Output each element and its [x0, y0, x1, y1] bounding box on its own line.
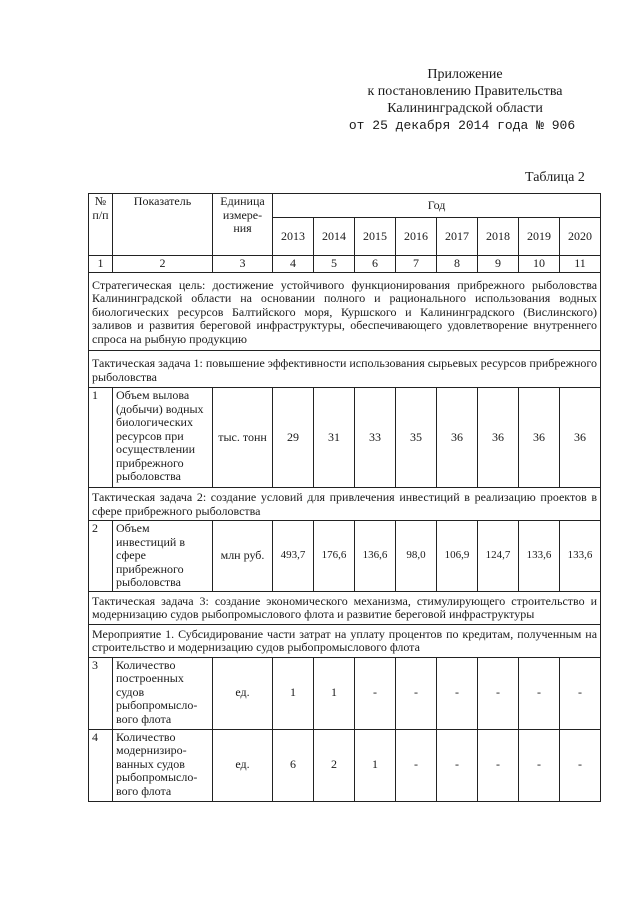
- col-num: 3: [213, 256, 273, 273]
- value-2019: 133,6: [519, 521, 560, 592]
- row-no: 1: [89, 388, 113, 488]
- col-num: 8: [437, 256, 478, 273]
- resolution-label: к постановлению Правительства: [367, 84, 563, 99]
- value-2018: -: [478, 657, 519, 729]
- value-2017: -: [437, 657, 478, 729]
- row-no: 4: [89, 729, 113, 801]
- measure-1-row: [89, 624, 601, 657]
- col-num: 9: [478, 256, 519, 273]
- task-1: Тактическая задача 1: повышение эффективности использования сырьевых ресурсов прибрежного рыболовства: [89, 351, 601, 388]
- row-unit: ед.: [213, 729, 273, 801]
- value-2016: 35: [396, 388, 437, 488]
- value-2013: 493,7: [273, 521, 314, 592]
- col-num: 11: [560, 256, 601, 273]
- order-number-label: №: [536, 118, 544, 133]
- col-num: 1: [89, 256, 113, 273]
- row-unit: млн руб.: [213, 521, 273, 592]
- task-2: Тактическая задача 2: создание условий для привлечения инвестиций в реализацию проектов в сфере прибрежного рыболовства: [89, 488, 601, 521]
- value-2020: 36: [560, 388, 601, 488]
- year-2019: 2019: [519, 218, 560, 256]
- value-2017: 106,9: [437, 521, 478, 592]
- table-title: Таблица 2: [525, 170, 585, 185]
- year-2020: 2020: [560, 218, 601, 256]
- measure-1: Мероприятие 1. Субсидирование части затрат на уплату процентов по кредитам, полученным на строительство и модернизацию судов рыбопромыслового флота: [89, 624, 601, 657]
- table-row: [89, 388, 601, 488]
- value-2018: -: [478, 729, 519, 801]
- appendix-label: Приложение: [427, 67, 503, 82]
- order-reference: [312, 117, 612, 134]
- task-2-row: [89, 488, 601, 521]
- row-indicator: Объем вылова (добычи) водных биологических ресурсов при осуществлении прибрежного рыболовства: [113, 388, 213, 488]
- table-row: [89, 729, 601, 801]
- value-2013: 29: [273, 388, 314, 488]
- header-unit: Единица измере-ния: [213, 194, 273, 256]
- value-2019: 36: [519, 388, 560, 488]
- value-2015: 33: [355, 388, 396, 488]
- col-num: 2: [113, 256, 213, 273]
- value-2014: 2: [314, 729, 355, 801]
- strategic-goal: Стратегическая цель: достижение устойчивого функционирования прибрежного рыболовства Калининградской области на основании полного и рационального использования водных биологических ресурсов Балтийского моря, Куршского и Калининградского (Вислинского) заливов и развития береговой инфраструктуры, обеспечивающего удовлетворение внутреннего спроса на рыбную продукцию: [89, 272, 601, 351]
- value-2020: -: [560, 657, 601, 729]
- header-year: Год: [273, 194, 601, 218]
- row-indicator: Объем инвестиций в сфере прибрежного рыболовства: [113, 521, 213, 592]
- table-row: [89, 521, 601, 592]
- strategic-goal-row: [89, 272, 601, 351]
- row-unit: тыс. тонн: [213, 388, 273, 488]
- order-date: 25 декабря 2014 года: [372, 118, 529, 133]
- year-2018: 2018: [478, 218, 519, 256]
- table-header-row: [89, 194, 601, 218]
- value-2016: -: [396, 729, 437, 801]
- row-unit: ед.: [213, 657, 273, 729]
- col-num: 7: [396, 256, 437, 273]
- value-2018: 36: [478, 388, 519, 488]
- row-no: 3: [89, 657, 113, 729]
- value-2016: -: [396, 657, 437, 729]
- task-1-row: [89, 351, 601, 388]
- value-2018: 124,7: [478, 521, 519, 592]
- value-2019: -: [519, 729, 560, 801]
- value-2016: 98,0: [396, 521, 437, 592]
- order-prefix: от: [348, 118, 365, 133]
- indicators-table: [88, 193, 601, 802]
- document-header: [330, 66, 600, 133]
- value-2014: 1: [314, 657, 355, 729]
- value-2017: 36: [437, 388, 478, 488]
- col-num: 10: [519, 256, 560, 273]
- col-num: 5: [314, 256, 355, 273]
- row-indicator: Количество модернизиро-ванных судов рыбопромысло-вого флота: [113, 729, 213, 801]
- row-indicator: Количество построенных судов рыбопромысло-вого флота: [113, 657, 213, 729]
- value-2020: -: [560, 729, 601, 801]
- column-numbers-row: [89, 256, 601, 273]
- task-3: Тактическая задача 3: создание экономического механизма, стимулирующего строительство и модернизацию судов рыбопромыслового флота и развитие береговой инфраструктуры: [89, 591, 601, 624]
- order-number: 906: [551, 118, 576, 133]
- col-num: 6: [355, 256, 396, 273]
- value-2014: 176,6: [314, 521, 355, 592]
- value-2015: -: [355, 657, 396, 729]
- year-2015: 2015: [355, 218, 396, 256]
- value-2019: -: [519, 657, 560, 729]
- year-2016: 2016: [396, 218, 437, 256]
- region-label: Калининградской области: [387, 101, 543, 116]
- value-2013: 1: [273, 657, 314, 729]
- task-3-row: [89, 591, 601, 624]
- value-2014: 31: [314, 388, 355, 488]
- table-row: [89, 657, 601, 729]
- col-num: 4: [273, 256, 314, 273]
- year-2017: 2017: [437, 218, 478, 256]
- header-no: № п/п: [89, 194, 113, 256]
- row-no: 2: [89, 521, 113, 592]
- value-2017: -: [437, 729, 478, 801]
- value-2015: 1: [355, 729, 396, 801]
- header-indicator: Показатель: [113, 194, 213, 256]
- value-2020: 133,6: [560, 521, 601, 592]
- year-2013: 2013: [273, 218, 314, 256]
- year-2014: 2014: [314, 218, 355, 256]
- value-2015: 136,6: [355, 521, 396, 592]
- value-2013: 6: [273, 729, 314, 801]
